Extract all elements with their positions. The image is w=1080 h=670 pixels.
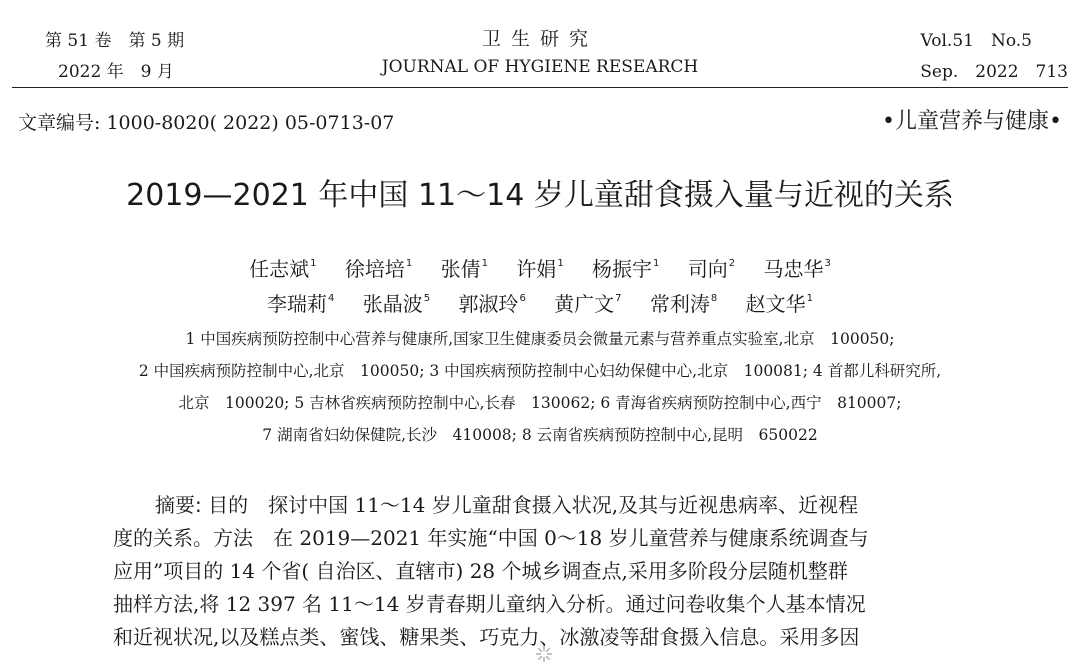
abstract-label: 摘要: 目的	[155, 493, 249, 517]
header-divider	[12, 87, 1068, 88]
abstract-line: 度的关系。方法 在 2019—2021 年实施“中国 0～18 岁儿童营养与健康系统调查与	[113, 526, 869, 550]
author: 常利涛$^8$	[649, 292, 718, 316]
journal-name-en: JOURNAL OF HYGIENE RESEARCH	[381, 57, 699, 77]
author: 马忠华$^3$	[763, 257, 831, 281]
vol-no-en: Vol.51 No.5	[920, 31, 1032, 51]
author: 李瑞莉$^4$	[266, 292, 335, 316]
author: 杨振宇$^1$	[592, 257, 660, 281]
author: 任志斌$^1$	[249, 257, 317, 281]
article-number: 文章编号: 1000-8020( 2022) 05-0713-07	[18, 112, 395, 134]
abstract-line: 摘要: 目的 探讨中国 11～14 岁儿童甜食摄入状况,及其与近视患病率、近视程	[155, 493, 859, 517]
abstract-line: 抽样方法,将 12 397 名 11～14 岁青春期儿童纳入分析。通过问卷收集个人基本情况	[113, 592, 866, 616]
abstract-line: 应用”项目的 14 个省( 自治区、直辖市) 28 个城乡调查点,采用多阶段分层随机整群	[113, 559, 848, 583]
author: 许娟$^1$	[516, 257, 564, 281]
author: 张晶波$^5$	[362, 292, 431, 316]
author: 郭淑玲$^6$	[458, 292, 526, 316]
affiliation-line: 7 湖南省妇幼保健院,长沙 410008; 8 云南省疾病预防控制中心,昆明 650022	[262, 426, 818, 444]
volume-issue: 第 51 卷 第 5 期	[45, 31, 185, 51]
abstract	[113, 489, 973, 654]
issue-date: 2022 年 9 月	[58, 62, 174, 82]
column-label: •儿童营养与健康•	[882, 109, 1062, 134]
paper-title: 2019—2021 年中国 11～14 岁儿童甜食摄入量与近视的关系	[126, 178, 954, 213]
loading-spinner-icon	[535, 645, 553, 663]
abstract-line: 和近视状况,以及糕点类、蜜饯、糖果类、巧克力、冰激凌等甜食摄入信息。采用多因	[113, 625, 860, 649]
author: 司向$^2$	[687, 257, 736, 281]
affiliation-line: 2 中国疾病预防控制中心,北京 100050; 3 中国疾病预防控制中心妇幼保健中心,北京 100081; 4 首都儿科研究所,	[138, 362, 942, 380]
authors-row-2	[0, 288, 1080, 317]
author: 黄广文$^7$	[554, 292, 622, 316]
author: 张倩$^1$	[440, 257, 488, 281]
journal-name-cn: 卫生研究	[481, 28, 598, 50]
author: 赵文华$^1$	[745, 292, 814, 316]
date-page-en: Sep. 2022 713	[920, 62, 1068, 82]
affiliation-line: 北京 100020; 5 吉林省疾病预防控制中心,长春 130062; 6 青海省疾病预防控制中心,西宁 810007;	[178, 394, 902, 412]
authors-row-1	[0, 253, 1080, 282]
affiliation-line: 1 中国疾病预防控制中心营养与健康所,国家卫生健康委员会微量元素与营养重点实验室,北京 100050;	[185, 330, 895, 348]
author: 徐培培$^1$	[344, 257, 413, 281]
